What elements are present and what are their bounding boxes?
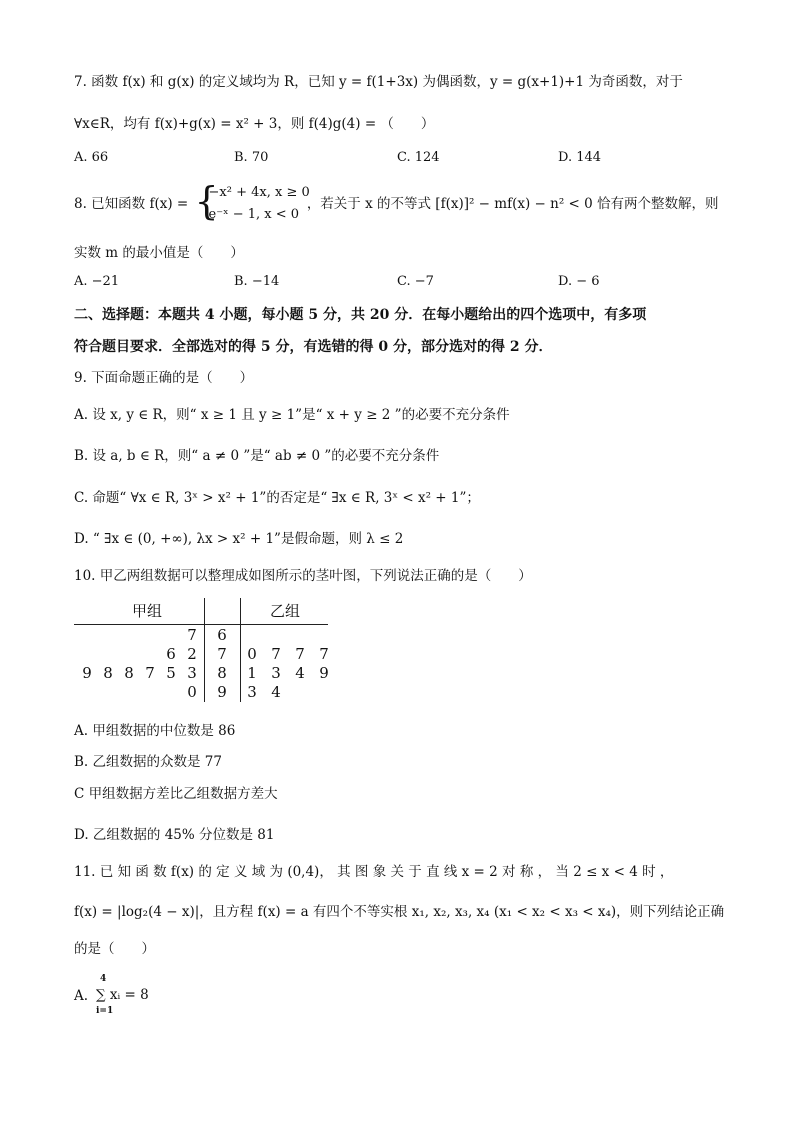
q7-line1: 7. 函数 f(x) 和 g(x) 的定义域均为 R，已知 y = f(1+3x) 为偶函数，y = g(x+1)+1 为奇函数，对于 — [74, 74, 683, 90]
left-leaf: 7 — [145, 664, 155, 682]
q10-option-c: C 甲组数据方差比乙组数据方差大 — [74, 786, 278, 802]
q7-option-b: B. 70 — [234, 150, 269, 165]
q8-option-c: C. −7 — [397, 274, 434, 289]
left-brace-icon: { — [194, 178, 219, 223]
right-leaf: 9 — [319, 664, 329, 682]
stem-value: 9 — [217, 683, 227, 701]
q10-option-a: A. 甲组数据的中位数是 86 — [74, 723, 236, 739]
left-leaf: 9 — [82, 664, 92, 682]
q8-piecewise — [193, 178, 310, 227]
q11-line3: 的是（ ） — [74, 941, 155, 957]
q8-piece-1: −x² + 4x, x ≥ 0 — [208, 184, 310, 200]
left-leaf: 8 — [124, 664, 134, 682]
stem-value: 8 — [217, 664, 227, 682]
sum-lower-limit: i=1 — [96, 1006, 114, 1016]
right-leaf: 3 — [247, 683, 257, 701]
stem-divider-left — [204, 598, 205, 702]
left-leaf: 3 — [187, 664, 197, 682]
q10-option-d: D. 乙组数据的 45% 分位数是 81 — [74, 827, 275, 843]
q9-option-c: C. 命题“ ∀x ∈ R, 3ˣ > x² + 1”的否定是“ ∃x ∈ R, 3ˣ < x² + 1”； — [74, 490, 480, 506]
right-leaf: 0 — [247, 645, 257, 663]
left-leaf: 2 — [187, 645, 197, 663]
q7-option-a: A. 66 — [74, 150, 109, 165]
q9-option-a: A. 设 x, y ∈ R，则“ x ≥ 1 且 y ≥ 1”是“ x + y ≥ 2 ”的必要不充分条件 — [74, 407, 510, 423]
stem-value: 7 — [217, 645, 227, 663]
q9-option-b: B. 设 a, b ∈ R，则“ a ≠ 0 ”是“ ab ≠ 0 ”的必要不充分条件 — [74, 448, 440, 464]
q11-option-a — [74, 976, 194, 1020]
q11-option-a-sum: ∑ xᵢ = 8 — [96, 987, 149, 1003]
right-group-header: 乙组 — [270, 602, 301, 620]
stem-leaf-plot — [74, 598, 328, 702]
left-leaf: 7 — [187, 626, 197, 644]
q8-piece-2: e⁻ˣ − 1, x < 0 — [208, 206, 300, 222]
right-leaf: 4 — [271, 683, 281, 701]
q7-options — [74, 150, 714, 170]
sum-upper-limit: 4 — [100, 974, 107, 984]
q8-options — [74, 274, 714, 294]
q8-option-b: B. −14 — [234, 274, 280, 289]
section2-line2: 符合题目要求．全部选对的得 5 分，有选错的得 0 分，部分选对的得 2 分． — [74, 339, 553, 355]
q9-stem: 9. 下面命题正确的是（ ） — [74, 370, 254, 386]
q11-line1: 11. 已 知 函 数 f(x) 的 定 义 域 为 (0,4)， 其 图 象 关 于 直 线 x = 2 对 称 ， 当 2 ≤ x < 4 时 ， — [74, 864, 674, 880]
right-leaf: 7 — [319, 645, 329, 663]
q8-line2: 实数 m 的最小值是（ ） — [74, 245, 244, 261]
q8-line1 — [74, 178, 719, 226]
header-rule — [74, 624, 328, 625]
q7-option-d: D. 144 — [558, 150, 602, 165]
q8-suffix: ，若关于 x 的不等式 [f(x)]² − mf(x) − n² < 0 恰有两个整数解，则 — [306, 196, 719, 212]
right-leaf: 4 — [295, 664, 305, 682]
q11-option-a-label: A. — [74, 988, 89, 1004]
right-leaf: 1 — [247, 664, 257, 682]
right-leaf: 7 — [271, 645, 281, 663]
left-leaf: 5 — [166, 664, 176, 682]
q10-option-b: B. 乙组数据的众数是 77 — [74, 754, 222, 770]
q10-stem: 10. 甲乙两组数据可以整理成如图所示的茎叶图，下列说法正确的是（ ） — [74, 568, 532, 584]
q8-prefix: 8. 已知函数 f(x) = — [74, 196, 189, 212]
left-leaf: 6 — [166, 645, 176, 663]
q11-line2: f(x) = |log₂(4 − x)|，且方程 f(x) = a 有四个不等实根 x₁, x₂, x₃, x₄ (x₁ < x₂ < x₃ < x₄)，则下列结论正确 — [74, 904, 725, 920]
q9-option-d: D. “ ∃x ∈ (0, +∞), λx > x² + 1”是假命题，则 λ ≤ 2 — [74, 531, 404, 547]
right-leaf: 7 — [295, 645, 305, 663]
left-leaf: 8 — [103, 664, 113, 682]
q8-option-a: A. −21 — [74, 274, 120, 289]
right-leaf: 3 — [271, 664, 281, 682]
stem-divider-right — [240, 598, 241, 702]
left-group-header: 甲组 — [132, 602, 163, 620]
left-leaf: 0 — [187, 683, 197, 701]
stem-value: 6 — [217, 626, 227, 644]
q8-option-d: D. − 6 — [558, 274, 600, 289]
q7-line2: ∀x∈R，均有 f(x)+g(x) = x² + 3，则 f(4)g(4) = （ ） — [74, 116, 435, 132]
q7-option-c: C. 124 — [397, 150, 440, 165]
section2-line1: 二、选择题：本题共 4 小题，每小题 5 分，共 20 分．在每小题给出的四个选项中，有多项 — [74, 307, 647, 323]
